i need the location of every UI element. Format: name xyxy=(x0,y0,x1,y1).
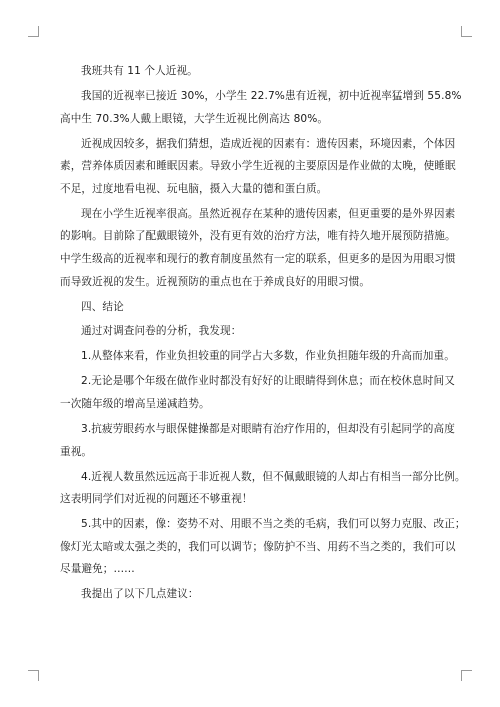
text-line: 近视成因较多，据我们猜想，造成近视的因素有：遗传因素，环境因素，个体因 xyxy=(81,137,456,150)
crop-mark-bottom-right xyxy=(461,670,472,681)
paragraph-class-count xyxy=(60,60,450,83)
text-line: 中学生级高的近视率和现行的教育制度虽然有一定的联系，但更多的是因为用眼习惯 xyxy=(60,252,456,265)
crop-mark-top-left xyxy=(28,26,39,37)
text-line: 像灯光太暗或太强之类的，我们可以调节；像防护不当、用药不当之类的，我们可以 xyxy=(60,540,456,553)
finding-item-1 xyxy=(60,345,455,368)
paragraph-findings-intro xyxy=(60,320,450,343)
section-heading: 四、结论 xyxy=(81,300,124,313)
text-line: 这表明同学们对近视的问题还不够重视！ xyxy=(60,493,253,506)
text-line: 我提出了以下几点建议： xyxy=(81,588,199,601)
text-line: 素，营养体质因素和睡眠因素。导致小学生近视的主要原因是作业做的太晚，使睡眠 xyxy=(60,160,456,173)
section-heading-conclusion xyxy=(60,296,450,319)
text-line: 的影响。目前除了配戴眼镜外，没有更有效的治疗方法，唯有持久地开展预防措施。 xyxy=(60,230,456,243)
text-line: 2.无论是哪个年级在做作业时都没有好好的让眼睛得到休息；而在校休息时间又 xyxy=(81,375,455,388)
finding-item-2 xyxy=(60,370,455,415)
text-line: 重视。 xyxy=(60,445,93,458)
text-line: 通过对调查问卷的分析，我发现： xyxy=(81,325,242,338)
text-line: 尽量避免；…… xyxy=(60,563,135,576)
finding-item-4 xyxy=(60,466,466,511)
text-line: 而导致近视的发生。近视预防的重点也在于养成良好的用眼习惯。 xyxy=(60,275,371,288)
text-line: 一次随年级的增高呈递减趋势。 xyxy=(60,398,210,411)
finding-item-3 xyxy=(60,418,455,463)
text-line: 3.抗疲劳眼药水与眼保健操都是对眼睛有治疗作用的，但却没有引起同学的高度 xyxy=(81,423,455,436)
document-body xyxy=(60,60,466,606)
crop-mark-bottom-left xyxy=(28,670,39,681)
text-line: 5.其中的因素，像：姿势不对、用眼不当之类的毛病，我们可以努力克服、改正； xyxy=(81,518,466,531)
crop-mark-top-right xyxy=(461,26,472,37)
text-line: 高中生 70.3%人戴上眼镜，大学生近视比例高达 80%。 xyxy=(60,112,329,125)
paragraph-national-rates xyxy=(60,85,462,130)
text-line: 我班共有 11 个人近视。 xyxy=(81,65,198,77)
paragraph-causes xyxy=(60,133,456,201)
text-line: 1.从整体来看，作业负担较重的同学占大多数，作业负担随年级的升高而加重。 xyxy=(81,350,455,363)
text-line: 现在小学生近视率很高。虽然近视存在某种的遗传因素，但更重要的是外界因素 xyxy=(81,207,456,220)
paragraph-prevention xyxy=(60,203,456,293)
text-line: 4.近视人数虽然远远高于非近视人数，但不佩戴眼镜的人却占有相当一部分比例。 xyxy=(81,470,466,483)
finding-item-5 xyxy=(60,513,466,581)
text-line: 不足，过度地看电视、玩电脑，摄入大量的德和蛋白质。 xyxy=(60,182,328,195)
paragraph-suggestions-intro xyxy=(60,583,450,606)
text-line: 我国的近视率已接近 30%，小学生 22.7%患有近视，初中近视率猛增到 55.8% xyxy=(81,89,462,102)
